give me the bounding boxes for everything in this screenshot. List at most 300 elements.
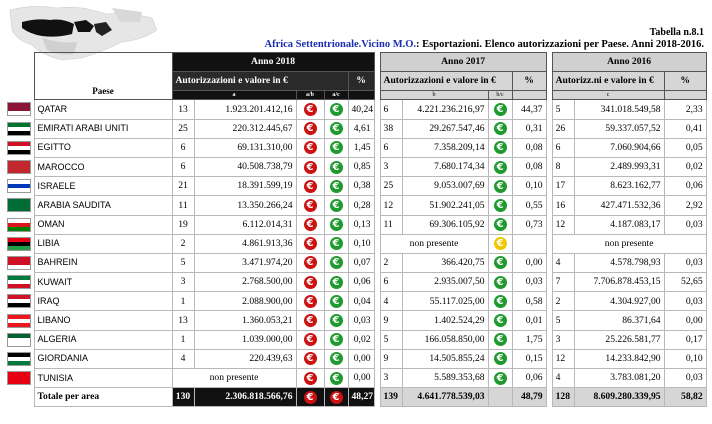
value-2016: 4.578.798,93 (574, 253, 664, 272)
trend-cell-ab (296, 119, 324, 138)
trend-cell-bc (488, 215, 512, 234)
value-2016: 3.783.081,20 (574, 369, 664, 388)
trend-cell-bc (488, 119, 512, 138)
value-2017: 1.402.524,29 (402, 311, 488, 330)
total-trend-ac (324, 388, 348, 407)
pct-2017: 1,75 (512, 330, 546, 349)
euro-trend-bc-icon: € (494, 180, 507, 193)
pct-2016: 2,33 (664, 100, 706, 119)
letter-b: b (380, 91, 488, 100)
subheader-pct-2017: % (512, 72, 546, 91)
value-2017: 29.267.547,46 (402, 119, 488, 138)
country-flag-icon (7, 122, 31, 136)
country-flag-icon (7, 237, 31, 251)
pct-2016: 0,05 (664, 138, 706, 157)
auth-count-2017: 6 (380, 100, 402, 119)
trend-cell-bc (488, 196, 512, 215)
pct-2018: 0,38 (348, 177, 374, 196)
flag-cell (4, 177, 34, 196)
auth-count-2016: 8 (552, 157, 574, 176)
auth-count-2017: 3 (380, 157, 402, 176)
pct-2017: 0,58 (512, 292, 546, 311)
trend-cell-bc (488, 292, 512, 311)
value-2017: 51.902.241,05 (402, 196, 488, 215)
total-count-2018: 130 (172, 388, 194, 407)
flag-header-blank (4, 53, 34, 100)
trend-cell-ac (324, 138, 348, 157)
letter-bc: b/c (488, 91, 512, 100)
flag-cell (4, 273, 34, 292)
pct-2018: 4,61 (348, 119, 374, 138)
euro-trend-bc-icon: € (494, 256, 507, 269)
region-name: Africa Settentrionale.Vicino M.O. (264, 39, 417, 50)
pct-2018: 1,45 (348, 138, 374, 157)
auth-count-2018: 5 (172, 253, 194, 272)
country-flag-icon (7, 352, 31, 366)
column-header-anno-2017: Anno 2017 (380, 53, 546, 72)
subheader-aut-2016: Autorizz.ni e valore in € (552, 72, 664, 91)
trend-cell-ac (324, 157, 348, 176)
value-2016: 7.706.878.453,15 (574, 273, 664, 292)
country-name: ALGERIA (34, 330, 172, 349)
trend-cell-ab (296, 330, 324, 349)
auth-count-2018: 3 (172, 273, 194, 292)
trend-cell-ab (296, 157, 324, 176)
value-2018: 220.439,63 (194, 349, 296, 368)
trend-cell-ab (296, 177, 324, 196)
pct-2017: 0,31 (512, 119, 546, 138)
pct-2018: 0,06 (348, 273, 374, 292)
trend-cell-bc (488, 100, 512, 119)
euro-trend-ac-icon: € (330, 256, 343, 269)
auth-count-2016: 6 (552, 138, 574, 157)
pct-2017: 0,55 (512, 196, 546, 215)
pct-2017-empty (512, 234, 546, 253)
value-2018: 1.923.201.412,16 (194, 100, 296, 119)
euro-trend-bc-icon: € (494, 314, 507, 327)
table-row (4, 177, 706, 196)
pct-2017: 0,01 (512, 311, 546, 330)
country-flag-icon (7, 141, 31, 155)
auth-count-2018: 13 (172, 100, 194, 119)
euro-trend-bc-icon: € (494, 218, 507, 231)
country-name: KUWAIT (34, 273, 172, 292)
auth-count-2017: 6 (380, 273, 402, 292)
table-row (4, 349, 706, 368)
trend-cell-ac (324, 119, 348, 138)
euro-trend-ab-icon: € (304, 218, 317, 231)
trend-cell-bc (488, 311, 512, 330)
euro-trend-bc-icon: € (494, 237, 507, 250)
trend-cell-bc (488, 177, 512, 196)
caption-title: : Esportazioni. Elenco autorizzazioni per Paese. Anni 2018-2016. (416, 39, 704, 50)
auth-count-2016: 12 (552, 349, 574, 368)
pct-2018: 0,10 (348, 234, 374, 253)
country-flag-icon (7, 160, 31, 174)
trend-cell-ab (296, 311, 324, 330)
trend-cell-ac (324, 196, 348, 215)
flag-cell (4, 138, 34, 157)
pct-2018: 0,04 (348, 292, 374, 311)
auth-count-2018: 4 (172, 349, 194, 368)
trend-cell-ab (296, 273, 324, 292)
trend-cell-ab (296, 215, 324, 234)
authorizations-table (4, 52, 707, 407)
pct-2016: 52,65 (664, 273, 706, 292)
column-header-anno-2018: Anno 2018 (172, 53, 374, 72)
table-row (4, 330, 706, 349)
trend-cell-bc (488, 253, 512, 272)
euro-trend-ac-icon: € (330, 314, 343, 327)
pct-2018: 0,00 (348, 369, 374, 388)
auth-count-2018: 13 (172, 311, 194, 330)
euro-trend-ab-icon: € (304, 295, 317, 308)
euro-trend-ac-icon: € (330, 161, 343, 174)
euro-trend-ab-icon: € (304, 122, 317, 135)
auth-count-2016: 12 (552, 215, 574, 234)
auth-count-2017: 12 (380, 196, 402, 215)
euro-trend-ab-icon: € (304, 199, 317, 212)
flag-cell (4, 234, 34, 253)
value-2018: 18.391.599,19 (194, 177, 296, 196)
country-name: BAHREIN (34, 253, 172, 272)
country-flag-icon (7, 294, 31, 308)
subheader-aut-2018: Autorizzazioni e valore in € (172, 72, 348, 91)
pct-2016: 0,41 (664, 119, 706, 138)
value-2017: 55.117.025,00 (402, 292, 488, 311)
pct-2017: 44,37 (512, 100, 546, 119)
value-2017: 2.935.007,50 (402, 273, 488, 292)
table-row (4, 292, 706, 311)
trend-cell-ac (324, 253, 348, 272)
subheader-pct-2016: % (664, 72, 706, 91)
country-flag-icon (7, 218, 31, 232)
trend-cell-ab (296, 292, 324, 311)
flag-cell (4, 157, 34, 176)
trend-cell-bc (488, 157, 512, 176)
euro-trend-ac-icon: € (330, 199, 343, 212)
trend-cell-ac (324, 369, 348, 388)
trend-cell-ac (324, 330, 348, 349)
euro-trend-bc-icon: € (494, 199, 507, 212)
subheader-aut-2017: Autorizzazioni e valore in € (380, 72, 512, 91)
value-2017: 366.420,75 (402, 253, 488, 272)
trend-cell-ab (296, 234, 324, 253)
value-2016: 4.304.927,00 (574, 292, 664, 311)
value-2017: 9.053.007,69 (402, 177, 488, 196)
euro-trend-ab-icon: € (304, 276, 317, 289)
letter-ac: a/c (324, 91, 348, 100)
not-present-2016: non presente (552, 234, 706, 253)
country-flag-icon (7, 333, 31, 347)
trend-cell-ab (296, 100, 324, 119)
table-row (4, 253, 706, 272)
value-2018: 69.131.310,00 (194, 138, 296, 157)
value-2018: 40.508.738,79 (194, 157, 296, 176)
auth-count-2017: 3 (380, 369, 402, 388)
flag-cell (4, 369, 34, 388)
euro-trend-bc-icon: € (494, 295, 507, 308)
euro-trend-ac-icon: € (330, 352, 343, 365)
euro-trend-ab-icon: € (304, 352, 317, 365)
auth-count-2016: 2 (552, 292, 574, 311)
euro-trend-ab-icon: € (304, 314, 317, 327)
trend-cell-ac (324, 234, 348, 253)
country-name: IRAQ (34, 292, 172, 311)
value-2016: 59.337.057,52 (574, 119, 664, 138)
value-2018: 2.088.900,00 (194, 292, 296, 311)
auth-count-2016: 17 (552, 177, 574, 196)
value-2016: 4.187.083,17 (574, 215, 664, 234)
not-present-2018: non presente (172, 369, 296, 388)
letter-c: c (552, 91, 664, 100)
trend-cell-ac (324, 273, 348, 292)
country-name: ISRAELE (34, 177, 172, 196)
value-2018: 1.039.000,00 (194, 330, 296, 349)
value-2016: 7.060.904,66 (574, 138, 664, 157)
pct-2016: 2,92 (664, 196, 706, 215)
auth-count-2017: 25 (380, 177, 402, 196)
header-row-years (4, 53, 706, 72)
total-value-2018: 2.306.818.566,76 (194, 388, 296, 407)
value-2016: 2.489.993,31 (574, 157, 664, 176)
pct-2018: 0,02 (348, 330, 374, 349)
auth-count-2017: 4 (380, 292, 402, 311)
euro-trend-ac-icon: € (330, 218, 343, 231)
pct-2017: 0,06 (512, 369, 546, 388)
table-caption (264, 39, 704, 50)
country-flag-icon (7, 198, 31, 212)
trend-cell-ac (324, 100, 348, 119)
auth-count-2016: 5 (552, 311, 574, 330)
euro-trend-ab-icon: € (304, 372, 317, 385)
pct-2017: 0,00 (512, 253, 546, 272)
euro-trend-ab-icon: € (304, 180, 317, 193)
pct-2018: 0,00 (348, 349, 374, 368)
auth-count-2018: 2 (172, 234, 194, 253)
pct-2016: 0,03 (664, 253, 706, 272)
euro-trend-bc-icon: € (494, 352, 507, 365)
trend-cell-bc (488, 349, 512, 368)
euro-trend-ac-icon: € (330, 276, 343, 289)
flag-cell (4, 292, 34, 311)
country-name: OMAN (34, 215, 172, 234)
euro-trend-ac-icon: € (330, 180, 343, 193)
value-2017: 7.680.174,34 (402, 157, 488, 176)
value-2018: 4.861.913,36 (194, 234, 296, 253)
value-2018: 3.471.974,20 (194, 253, 296, 272)
total-value-2017: 4.641.778.539,03 (402, 388, 488, 407)
auth-count-2018: 1 (172, 330, 194, 349)
euro-trend-ab-icon: € (304, 333, 317, 346)
flag-cell (4, 215, 34, 234)
value-2016: 341.018.549,58 (574, 100, 664, 119)
total-row (4, 388, 706, 407)
auth-count-2018: 19 (172, 215, 194, 234)
auth-count-2018: 1 (172, 292, 194, 311)
country-name: TUNISIA (34, 369, 172, 388)
value-2017: 14.505.855,24 (402, 349, 488, 368)
table-row (4, 100, 706, 119)
total-pct-2016: 58,82 (664, 388, 706, 407)
value-2016: 14.233.842,90 (574, 349, 664, 368)
value-2018: 1.360.053,21 (194, 311, 296, 330)
flag-cell (4, 349, 34, 368)
pct-2017: 0,08 (512, 157, 546, 176)
euro-trend-ac-icon: € (330, 391, 343, 404)
value-2017: 7.358.209,14 (402, 138, 488, 157)
pct-2017: 0,03 (512, 273, 546, 292)
euro-trend-bc-icon: € (494, 333, 507, 346)
euro-trend-ac-icon: € (330, 103, 343, 116)
country-flag-icon (7, 179, 31, 193)
column-header-paese: Paese (34, 53, 172, 100)
auth-count-2018: 25 (172, 119, 194, 138)
table-row (4, 311, 706, 330)
pct-2016: 0,06 (664, 177, 706, 196)
country-name: EGITTO (34, 138, 172, 157)
not-present-2017: non presente (380, 234, 488, 253)
flag-cell (4, 100, 34, 119)
value-2016: 86.371,64 (574, 311, 664, 330)
pct-2018: 0,13 (348, 215, 374, 234)
euro-trend-bc-icon: € (494, 372, 507, 385)
pct-2017: 0,10 (512, 177, 546, 196)
pct-2016: 0,00 (664, 311, 706, 330)
country-name: LIBIA (34, 234, 172, 253)
pct-2017: 0,15 (512, 349, 546, 368)
auth-count-2017: 5 (380, 330, 402, 349)
auth-count-2017: 2 (380, 253, 402, 272)
auth-count-2017: 6 (380, 138, 402, 157)
euro-trend-ab-icon: € (304, 161, 317, 174)
euro-trend-bc-icon: € (494, 141, 507, 154)
trend-cell-bc (488, 273, 512, 292)
auth-count-2016: 4 (552, 369, 574, 388)
auth-count-2016: 4 (552, 253, 574, 272)
auth-count-2016: 26 (552, 119, 574, 138)
euro-trend-ab-icon: € (304, 256, 317, 269)
auth-count-2016: 3 (552, 330, 574, 349)
country-name: EMIRATI ARABI UNITI (34, 119, 172, 138)
pct-2016: 0,17 (664, 330, 706, 349)
trend-cell-ab (296, 196, 324, 215)
flag-cell (4, 196, 34, 215)
euro-trend-ac-icon: € (330, 237, 343, 250)
pct-2017: 0,73 (512, 215, 546, 234)
pct-2018: 0,03 (348, 311, 374, 330)
country-name: LIBANO (34, 311, 172, 330)
trend-cell-ac (324, 215, 348, 234)
auth-count-2017: 11 (380, 215, 402, 234)
table-row (4, 157, 706, 176)
country-name: QATAR (34, 100, 172, 119)
value-2018: 13.350.266,24 (194, 196, 296, 215)
trend-cell-ab (296, 369, 324, 388)
pct-2018: 0,85 (348, 157, 374, 176)
country-name: GIORDANIA (34, 349, 172, 368)
total-label: Totale per area (34, 388, 172, 407)
euro-trend-bc-icon: € (494, 122, 507, 135)
total-count-2016: 128 (552, 388, 574, 407)
pct-2016: 0,10 (664, 349, 706, 368)
pct-2016: 0,03 (664, 292, 706, 311)
auth-count-2016: 7 (552, 273, 574, 292)
trend-cell-ab (296, 253, 324, 272)
country-flag-icon (7, 314, 31, 328)
value-2017: 69.306.105,92 (402, 215, 488, 234)
total-trend-ab (296, 388, 324, 407)
trend-cell-ac (324, 311, 348, 330)
flag-cell (4, 253, 34, 272)
table-row (4, 234, 706, 253)
euro-trend-bc-icon: € (494, 103, 507, 116)
table-row (4, 273, 706, 292)
euro-trend-ac-icon: € (330, 333, 343, 346)
pct-2016: 0,03 (664, 369, 706, 388)
total-count-2017: 139 (380, 388, 402, 407)
pct-2018: 0,28 (348, 196, 374, 215)
auth-count-2017: 38 (380, 119, 402, 138)
euro-trend-ac-icon: € (330, 295, 343, 308)
letter-a: a (172, 91, 296, 100)
euro-trend-ac-icon: € (330, 122, 343, 135)
trend-cell-ac (324, 292, 348, 311)
trend-cell-bc (488, 330, 512, 349)
value-2016: 25.226.581,77 (574, 330, 664, 349)
total-value-2016: 8.609.280.339,95 (574, 388, 664, 407)
auth-count-2018: 21 (172, 177, 194, 196)
pct-2016: 0,02 (664, 157, 706, 176)
value-2017: 4.221.236.216,97 (402, 100, 488, 119)
auth-count-2018: 11 (172, 196, 194, 215)
auth-count-2017: 9 (380, 311, 402, 330)
auth-count-2016: 5 (552, 100, 574, 119)
country-flag-icon (7, 256, 31, 270)
trend-cell-bc (488, 234, 512, 253)
auth-count-2018: 6 (172, 157, 194, 176)
pct-2017: 0,08 (512, 138, 546, 157)
euro-trend-ac-icon: € (330, 141, 343, 154)
euro-trend-ab-icon: € (304, 103, 317, 116)
pct-2018: 40,24 (348, 100, 374, 119)
country-flag-icon (7, 275, 31, 289)
euro-trend-ab-icon: € (304, 237, 317, 250)
flag-cell (4, 311, 34, 330)
value-2016: 427.471.532,36 (574, 196, 664, 215)
value-2016: 8.623.162,77 (574, 177, 664, 196)
euro-trend-ac-icon: € (330, 372, 343, 385)
column-header-anno-2016: Anno 2016 (552, 53, 706, 72)
euro-trend-bc-icon: € (494, 276, 507, 289)
auth-count-2017: 9 (380, 349, 402, 368)
table-row (4, 215, 706, 234)
trend-cell-ab (296, 138, 324, 157)
table-row (4, 196, 706, 215)
pct-2018: 0,07 (348, 253, 374, 272)
total-trend-bc-empty (488, 388, 512, 407)
letter-ab: a/b (296, 91, 324, 100)
value-2018: 220.312.445,67 (194, 119, 296, 138)
trend-cell-bc (488, 369, 512, 388)
country-flag-icon (7, 371, 31, 385)
euro-trend-ab-icon: € (304, 141, 317, 154)
table-number: Tabella n.8.1 (649, 27, 704, 38)
value-2018: 6.112.014,31 (194, 215, 296, 234)
flag-cell (4, 119, 34, 138)
pct-2016: 0,03 (664, 215, 706, 234)
trend-cell-ac (324, 177, 348, 196)
